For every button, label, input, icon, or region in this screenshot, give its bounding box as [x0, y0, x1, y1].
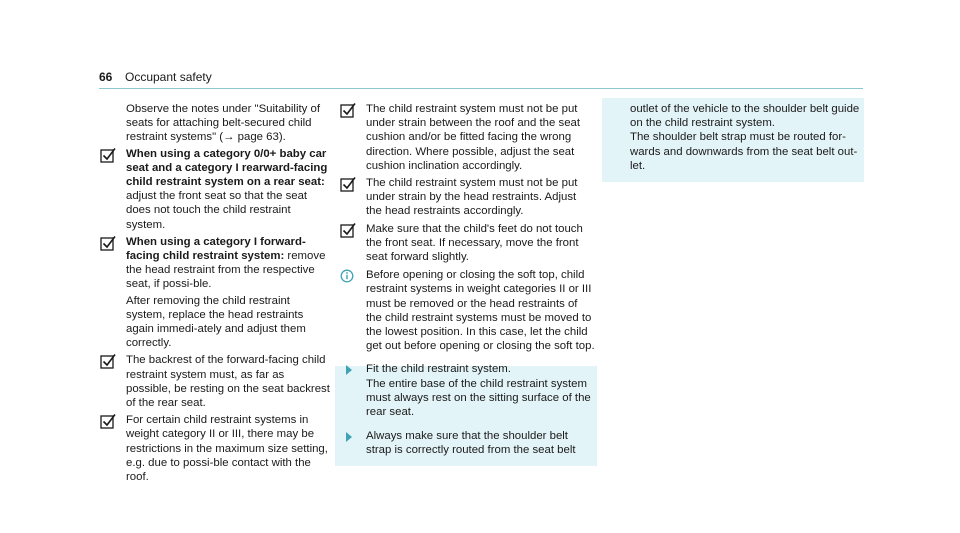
check-item: The child restraint system must not be put under strain by the head restraints. Adjust the head restraints accordingly. — [340, 176, 595, 219]
check-item: The child restraint system must not be put under strain between the roof and the seat cushion and/or be fitted facing the wrong direction. Where possible, adjust the seat cushion inclination accordingly. — [340, 102, 595, 173]
step-arrow-icon — [340, 429, 356, 445]
section-title: Occupant safety — [125, 70, 212, 84]
check-item: Make sure that the child's feet do not touch the front seat. If necessary, move the front seat forward slightly. — [340, 222, 595, 265]
checkbox-tick-icon — [340, 102, 356, 118]
instruction-continued: outlet of the vehicle to the shoulder belt guide on the child restraint system. The shoulder belt strap must be routed for-wards and downwards from the seat belt out-let. — [630, 103, 860, 172]
info-note: Before opening or closing the soft top, child restraint systems in weight categories II or III must be removed or the head restraints of the child restraint systems must be moved to the lowest position. In this case, let the child get out before opening or closing the soft top. — [340, 268, 595, 353]
checkbox-tick-icon — [100, 147, 116, 163]
check-item: For certain child restraint systems in weight category II or III, there may be restrictions in the maximum size setting, e.g. due to possi-ble contact with the roof. — [100, 413, 332, 484]
column-2 — [340, 102, 595, 458]
checkbox-tick-icon — [340, 176, 356, 192]
check-item: When using a category 0/0+ baby car seat and a category I rearward-facing child restraint system on a rear seat: adjust the front seat so that the seat does not touch the child restraint system. — [100, 147, 332, 232]
check-item: When using a category I forward-facing child restraint system: remove the head restraint from the respective seat, if possi-ble. After removing the child restraint system, replace the head restraints again immedi-ately and adjust them correctly. — [100, 235, 332, 351]
checkbox-tick-icon — [340, 222, 356, 238]
check-item-heading: When using a category I forward-facing child restraint system: — [126, 235, 306, 263]
check-item: The backrest of the forward-facing child restraint system must, as far as possible, be resting on the seat backrest of the rear seat. — [100, 353, 332, 410]
info-icon — [340, 268, 356, 284]
intro-paragraph: Observe the notes under "Suitability of seats for attaching belt-secured child restraint systems" (→ page 63). — [126, 103, 320, 144]
page-reference-link[interactable]: page 63). — [234, 131, 286, 144]
column-3 — [604, 102, 864, 173]
column-1 — [100, 102, 332, 484]
page-number: 66 — [99, 70, 113, 84]
check-item-heading: When using a category 0/0+ baby car seat and a category I rearward-facing child restraint system on a rear seat: — [126, 147, 328, 189]
see-arrow: → — [223, 131, 235, 144]
checkbox-tick-icon — [100, 353, 116, 369]
checkbox-tick-icon — [100, 413, 116, 429]
checkbox-tick-icon — [100, 235, 116, 251]
step-arrow-icon — [340, 362, 356, 378]
instruction-step: Fit the child restraint system. The entire base of the child restraint system must always rest on the sitting surface of the rear seat. — [340, 362, 595, 419]
header-rule — [99, 88, 863, 89]
instruction-step: Always make sure that the shoulder belt strap is correctly routed from the seat belt — [340, 429, 595, 457]
